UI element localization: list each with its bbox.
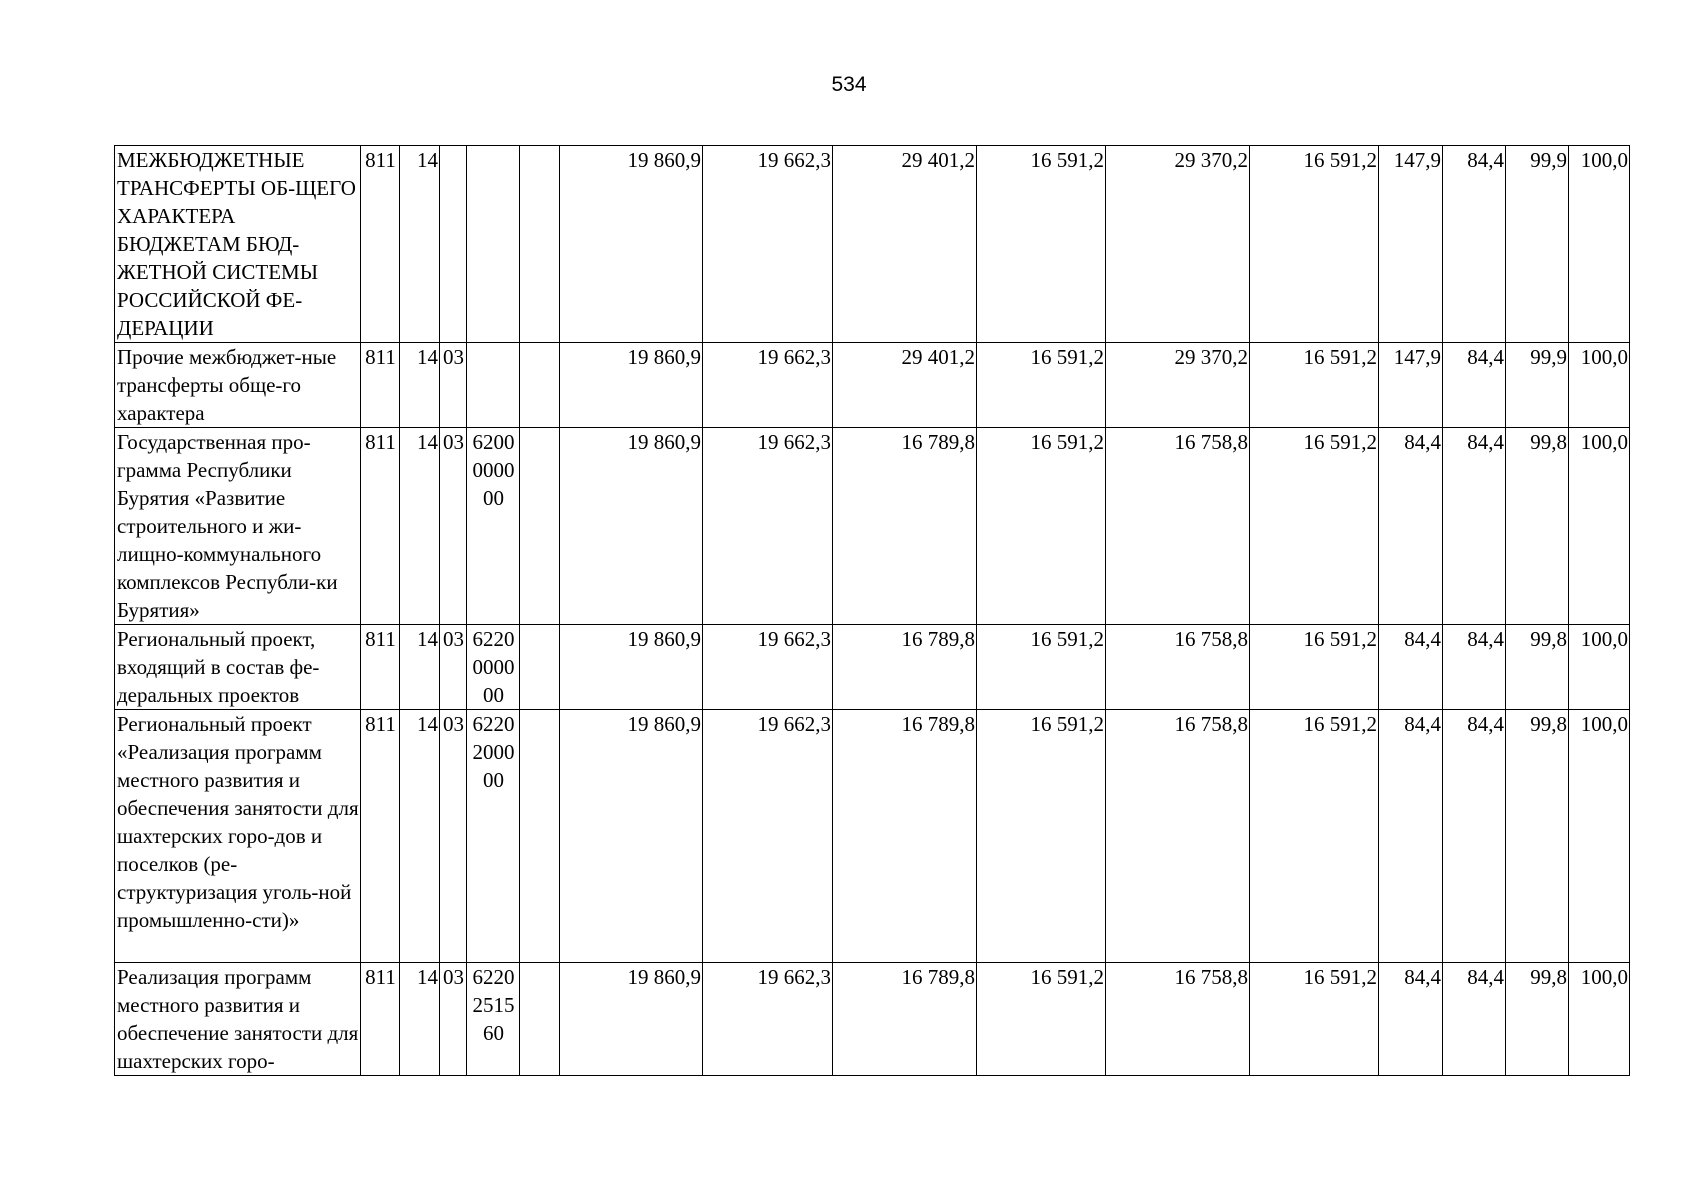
percent-2: 84,4 (1443, 343, 1506, 428)
percent-3: 99,8 (1506, 625, 1569, 710)
subsection-code: 03 (440, 428, 467, 625)
amount-1: 19 860,9 (560, 963, 703, 1076)
target-article-part-2: 2000 (472, 740, 515, 764)
percent-3: 99,8 (1506, 428, 1569, 625)
percent-2: 84,4 (1443, 710, 1506, 963)
row-name: Прочие межбюджет-ные трансферты обще-го характера (115, 343, 361, 428)
page-number: 534 (831, 73, 867, 96)
percent-1: 84,4 (1379, 963, 1443, 1076)
amount-1: 19 860,9 (560, 343, 703, 428)
target-article-code (467, 343, 520, 428)
section-code: 14 (400, 146, 440, 343)
target-article-part-2: 0000 (472, 458, 515, 482)
amount-4: 16 591,2 (977, 710, 1106, 963)
expense-type-code (520, 710, 560, 963)
table-row (115, 710, 1630, 963)
amount-4: 16 591,2 (977, 963, 1106, 1076)
target-article-part-3: 00 (483, 768, 504, 792)
grbs-code: 811 (361, 146, 400, 343)
target-article-part-3: 00 (483, 486, 504, 510)
table-row (115, 428, 1630, 625)
amount-2: 19 662,3 (703, 343, 833, 428)
target-article-code (467, 710, 520, 963)
percent-2: 84,4 (1443, 625, 1506, 710)
section-code: 14 (400, 963, 440, 1076)
target-article-part-2: 2515 (472, 993, 515, 1017)
amount-6: 16 591,2 (1250, 146, 1379, 343)
amount-6: 16 591,2 (1250, 710, 1379, 963)
amount-2: 19 662,3 (703, 710, 833, 963)
amount-5: 16 758,8 (1106, 963, 1250, 1076)
expense-type-code (520, 428, 560, 625)
amount-1: 19 860,9 (560, 710, 703, 963)
budget-table (114, 145, 1630, 1076)
percent-4: 100,0 (1569, 625, 1630, 710)
percent-1: 84,4 (1379, 625, 1443, 710)
percent-4: 100,0 (1569, 428, 1630, 625)
amount-5: 16 758,8 (1106, 710, 1250, 963)
subsection-code: 03 (440, 710, 467, 963)
percent-2: 84,4 (1443, 963, 1506, 1076)
target-article-part-3: 00 (483, 683, 504, 707)
target-article-part-1: 6220 (472, 627, 515, 651)
percent-3: 99,9 (1506, 146, 1569, 343)
amount-4: 16 591,2 (977, 343, 1106, 428)
row-name: Государственная про-грамма Республики Бурятия «Развитие строительного и жи-лищно-коммунального комплексов Республи-ки Бурятия» (115, 428, 361, 625)
section-code: 14 (400, 625, 440, 710)
amount-1: 19 860,9 (560, 625, 703, 710)
percent-4: 100,0 (1569, 146, 1630, 343)
expense-type-code (520, 146, 560, 343)
target-article-part-3: 60 (483, 1021, 504, 1045)
amount-3: 29 401,2 (833, 343, 977, 428)
row-name: Региональный проект «Реализация программ местного развития и обеспечения занятости для шахтерских горо-дов и поселков (ре-структуризация уголь-ной промышленно-сти)» (115, 710, 361, 963)
amount-6: 16 591,2 (1250, 343, 1379, 428)
amount-2: 19 662,3 (703, 428, 833, 625)
expense-type-code (520, 343, 560, 428)
amount-3: 16 789,8 (833, 710, 977, 963)
amount-4: 16 591,2 (977, 146, 1106, 343)
amount-1: 19 860,9 (560, 428, 703, 625)
amount-5: 16 758,8 (1106, 625, 1250, 710)
target-article-part-2: 0000 (472, 655, 515, 679)
target-article-part-1: 6220 (472, 712, 515, 736)
percent-1: 147,9 (1379, 343, 1443, 428)
grbs-code: 811 (361, 625, 400, 710)
grbs-code: 811 (361, 428, 400, 625)
amount-5: 29 370,2 (1106, 146, 1250, 343)
amount-4: 16 591,2 (977, 625, 1106, 710)
percent-1: 84,4 (1379, 428, 1443, 625)
grbs-code: 811 (361, 963, 400, 1076)
target-article-code (467, 146, 520, 343)
amount-3: 16 789,8 (833, 963, 977, 1076)
amount-2: 19 662,3 (703, 625, 833, 710)
percent-4: 100,0 (1569, 710, 1630, 963)
amount-3: 16 789,8 (833, 428, 977, 625)
amount-2: 19 662,3 (703, 146, 833, 343)
percent-3: 99,9 (1506, 343, 1569, 428)
percent-3: 99,8 (1506, 963, 1569, 1076)
subsection-code: 03 (440, 343, 467, 428)
amount-2: 19 662,3 (703, 963, 833, 1076)
table-row (115, 625, 1630, 710)
amount-1: 19 860,9 (560, 146, 703, 343)
subsection-code: 03 (440, 625, 467, 710)
table-row (115, 343, 1630, 428)
section-code: 14 (400, 710, 440, 963)
percent-1: 84,4 (1379, 710, 1443, 963)
amount-5: 29 370,2 (1106, 343, 1250, 428)
row-name: Региональный проект, входящий в состав фе-деральных проектов (115, 625, 361, 710)
amount-6: 16 591,2 (1250, 428, 1379, 625)
percent-3: 99,8 (1506, 710, 1569, 963)
amount-3: 29 401,2 (833, 146, 977, 343)
row-name: Реализация программ местного развития и обеспечение занятости для шахтерских горо- (115, 963, 361, 1076)
section-code: 14 (400, 428, 440, 625)
expense-type-code (520, 963, 560, 1076)
grbs-code: 811 (361, 710, 400, 963)
percent-4: 100,0 (1569, 963, 1630, 1076)
grbs-code: 811 (361, 343, 400, 428)
table-row (115, 963, 1630, 1076)
table-body (115, 146, 1630, 1076)
percent-4: 100,0 (1569, 343, 1630, 428)
subsection-code: 03 (440, 963, 467, 1076)
percent-1: 147,9 (1379, 146, 1443, 343)
subsection-code (440, 146, 467, 343)
expense-type-code (520, 625, 560, 710)
target-article-code (467, 625, 520, 710)
percent-2: 84,4 (1443, 428, 1506, 625)
target-article-code (467, 428, 520, 625)
target-article-code (467, 963, 520, 1076)
percent-2: 84,4 (1443, 146, 1506, 343)
amount-6: 16 591,2 (1250, 963, 1379, 1076)
table-row (115, 146, 1630, 343)
section-code: 14 (400, 343, 440, 428)
row-name: МЕЖБЮДЖЕТНЫЕ ТРАНСФЕРТЫ ОБ-ЩЕГО ХАРАКТЕРА БЮДЖЕТАМ БЮД-ЖЕТНОЙ СИСТЕМЫ РОССИЙСКОЙ ФЕ-ДЕРАЦИИ (115, 146, 361, 343)
amount-5: 16 758,8 (1106, 428, 1250, 625)
target-article-part-1: 6220 (472, 965, 515, 989)
amount-6: 16 591,2 (1250, 625, 1379, 710)
amount-3: 16 789,8 (833, 625, 977, 710)
amount-4: 16 591,2 (977, 428, 1106, 625)
target-article-part-1: 6200 (472, 430, 515, 454)
